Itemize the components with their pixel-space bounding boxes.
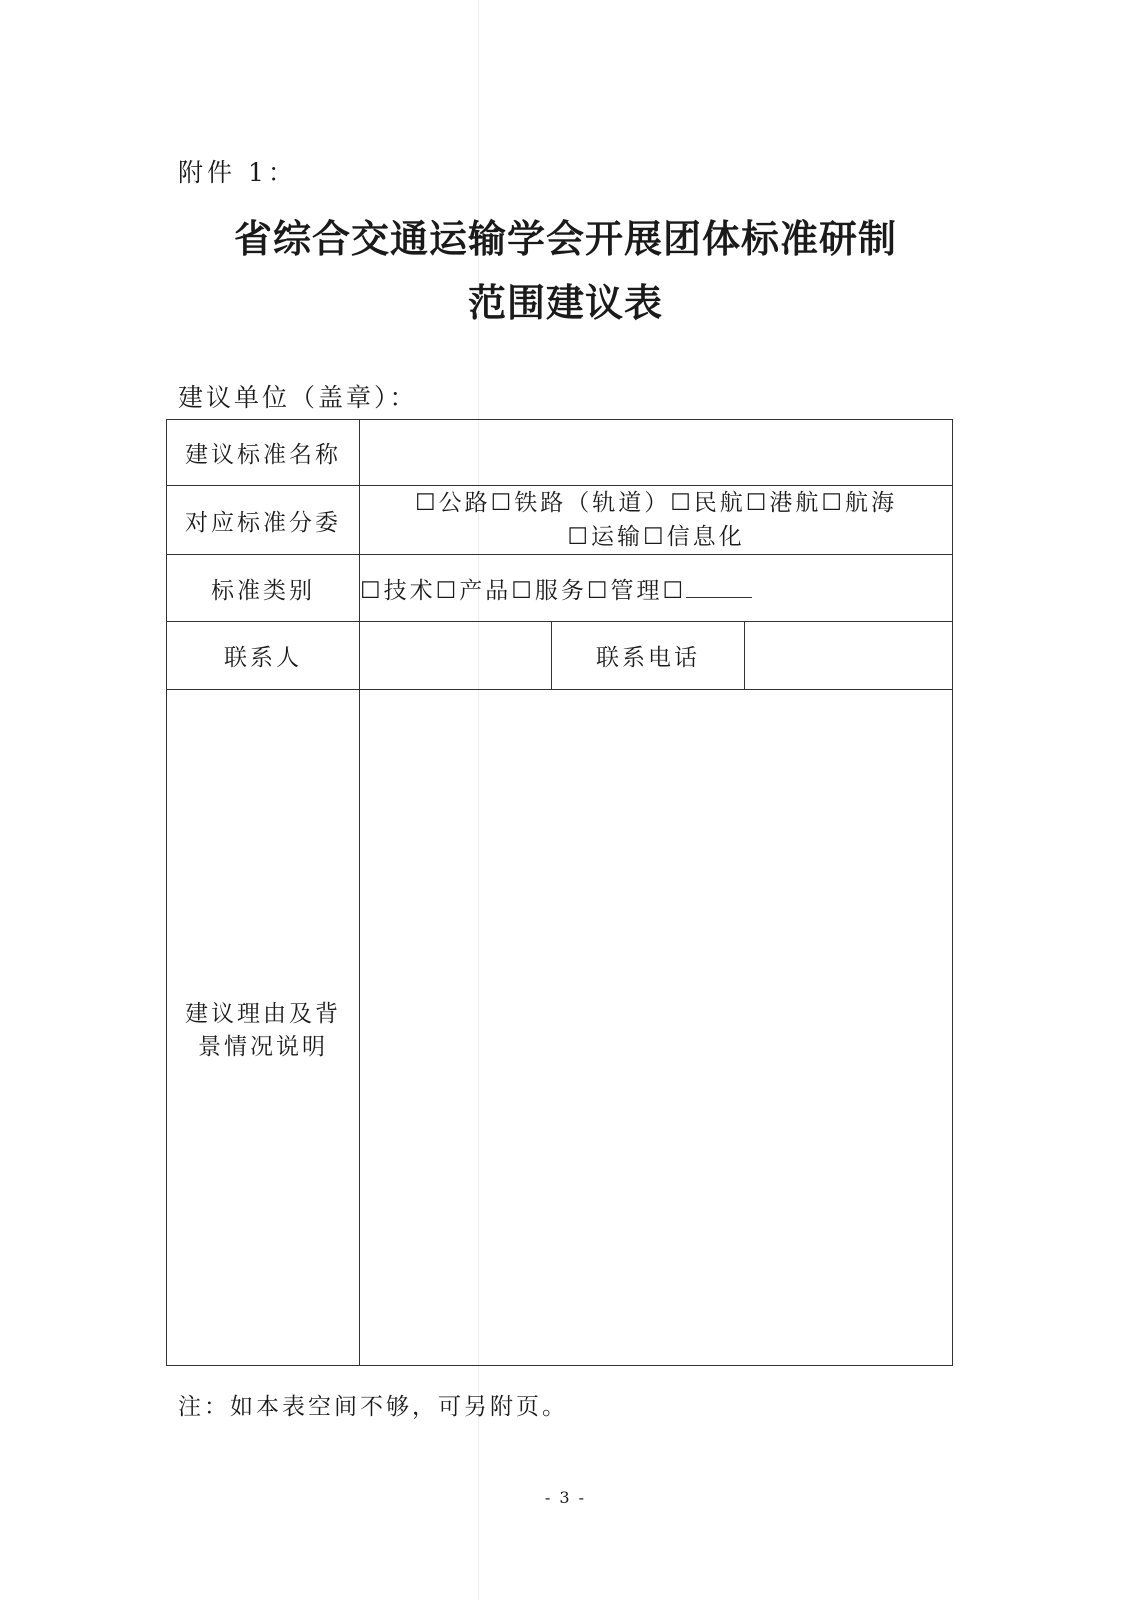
attachment-label: 附件 1：	[178, 158, 297, 187]
reason-label-line-1: 建议理由及背	[185, 1000, 341, 1027]
committee-options[interactable]	[360, 486, 953, 555]
category-options-text: ☐技术☐产品☐服务☐管理☐	[360, 577, 687, 604]
standard-name-field[interactable]	[360, 420, 953, 486]
committee-label: 对应标准分委	[167, 486, 360, 555]
row-category	[167, 555, 953, 622]
category-other-blank[interactable]	[686, 577, 752, 598]
footnote: 注：如本表空间不够，可另附页。	[178, 1394, 568, 1420]
phone-label: 联系电话	[552, 622, 745, 690]
contact-label: 联系人	[167, 622, 360, 690]
committee-options-line-2: ☐运输☐信息化	[567, 524, 745, 550]
suggestion-form-table	[166, 419, 953, 1366]
document-title-line-2: 范围建议表	[467, 280, 663, 325]
category-label: 标准类别	[167, 555, 360, 622]
document-title-line-1: 省综合交通运输学会开展团体标准研制	[233, 216, 897, 261]
committee-options-line-1: ☐公路☐铁路（轨道）☐民航☐港航☐航海	[414, 490, 898, 516]
category-options[interactable]	[360, 555, 953, 622]
suggesting-unit-label: 建议单位（盖章）：	[178, 383, 418, 412]
page-number: - 3 -	[544, 1488, 587, 1507]
reason-field[interactable]	[360, 690, 953, 1366]
row-standard-name	[167, 420, 953, 486]
row-committee	[167, 486, 953, 555]
reason-label-line-2: 景情况说明	[198, 1033, 328, 1060]
standard-name-label: 建议标准名称	[167, 420, 360, 486]
contact-field[interactable]	[360, 622, 552, 690]
row-contact	[167, 622, 953, 690]
reason-label	[167, 690, 360, 1366]
row-reason	[167, 690, 953, 1366]
phone-field[interactable]	[745, 622, 953, 690]
